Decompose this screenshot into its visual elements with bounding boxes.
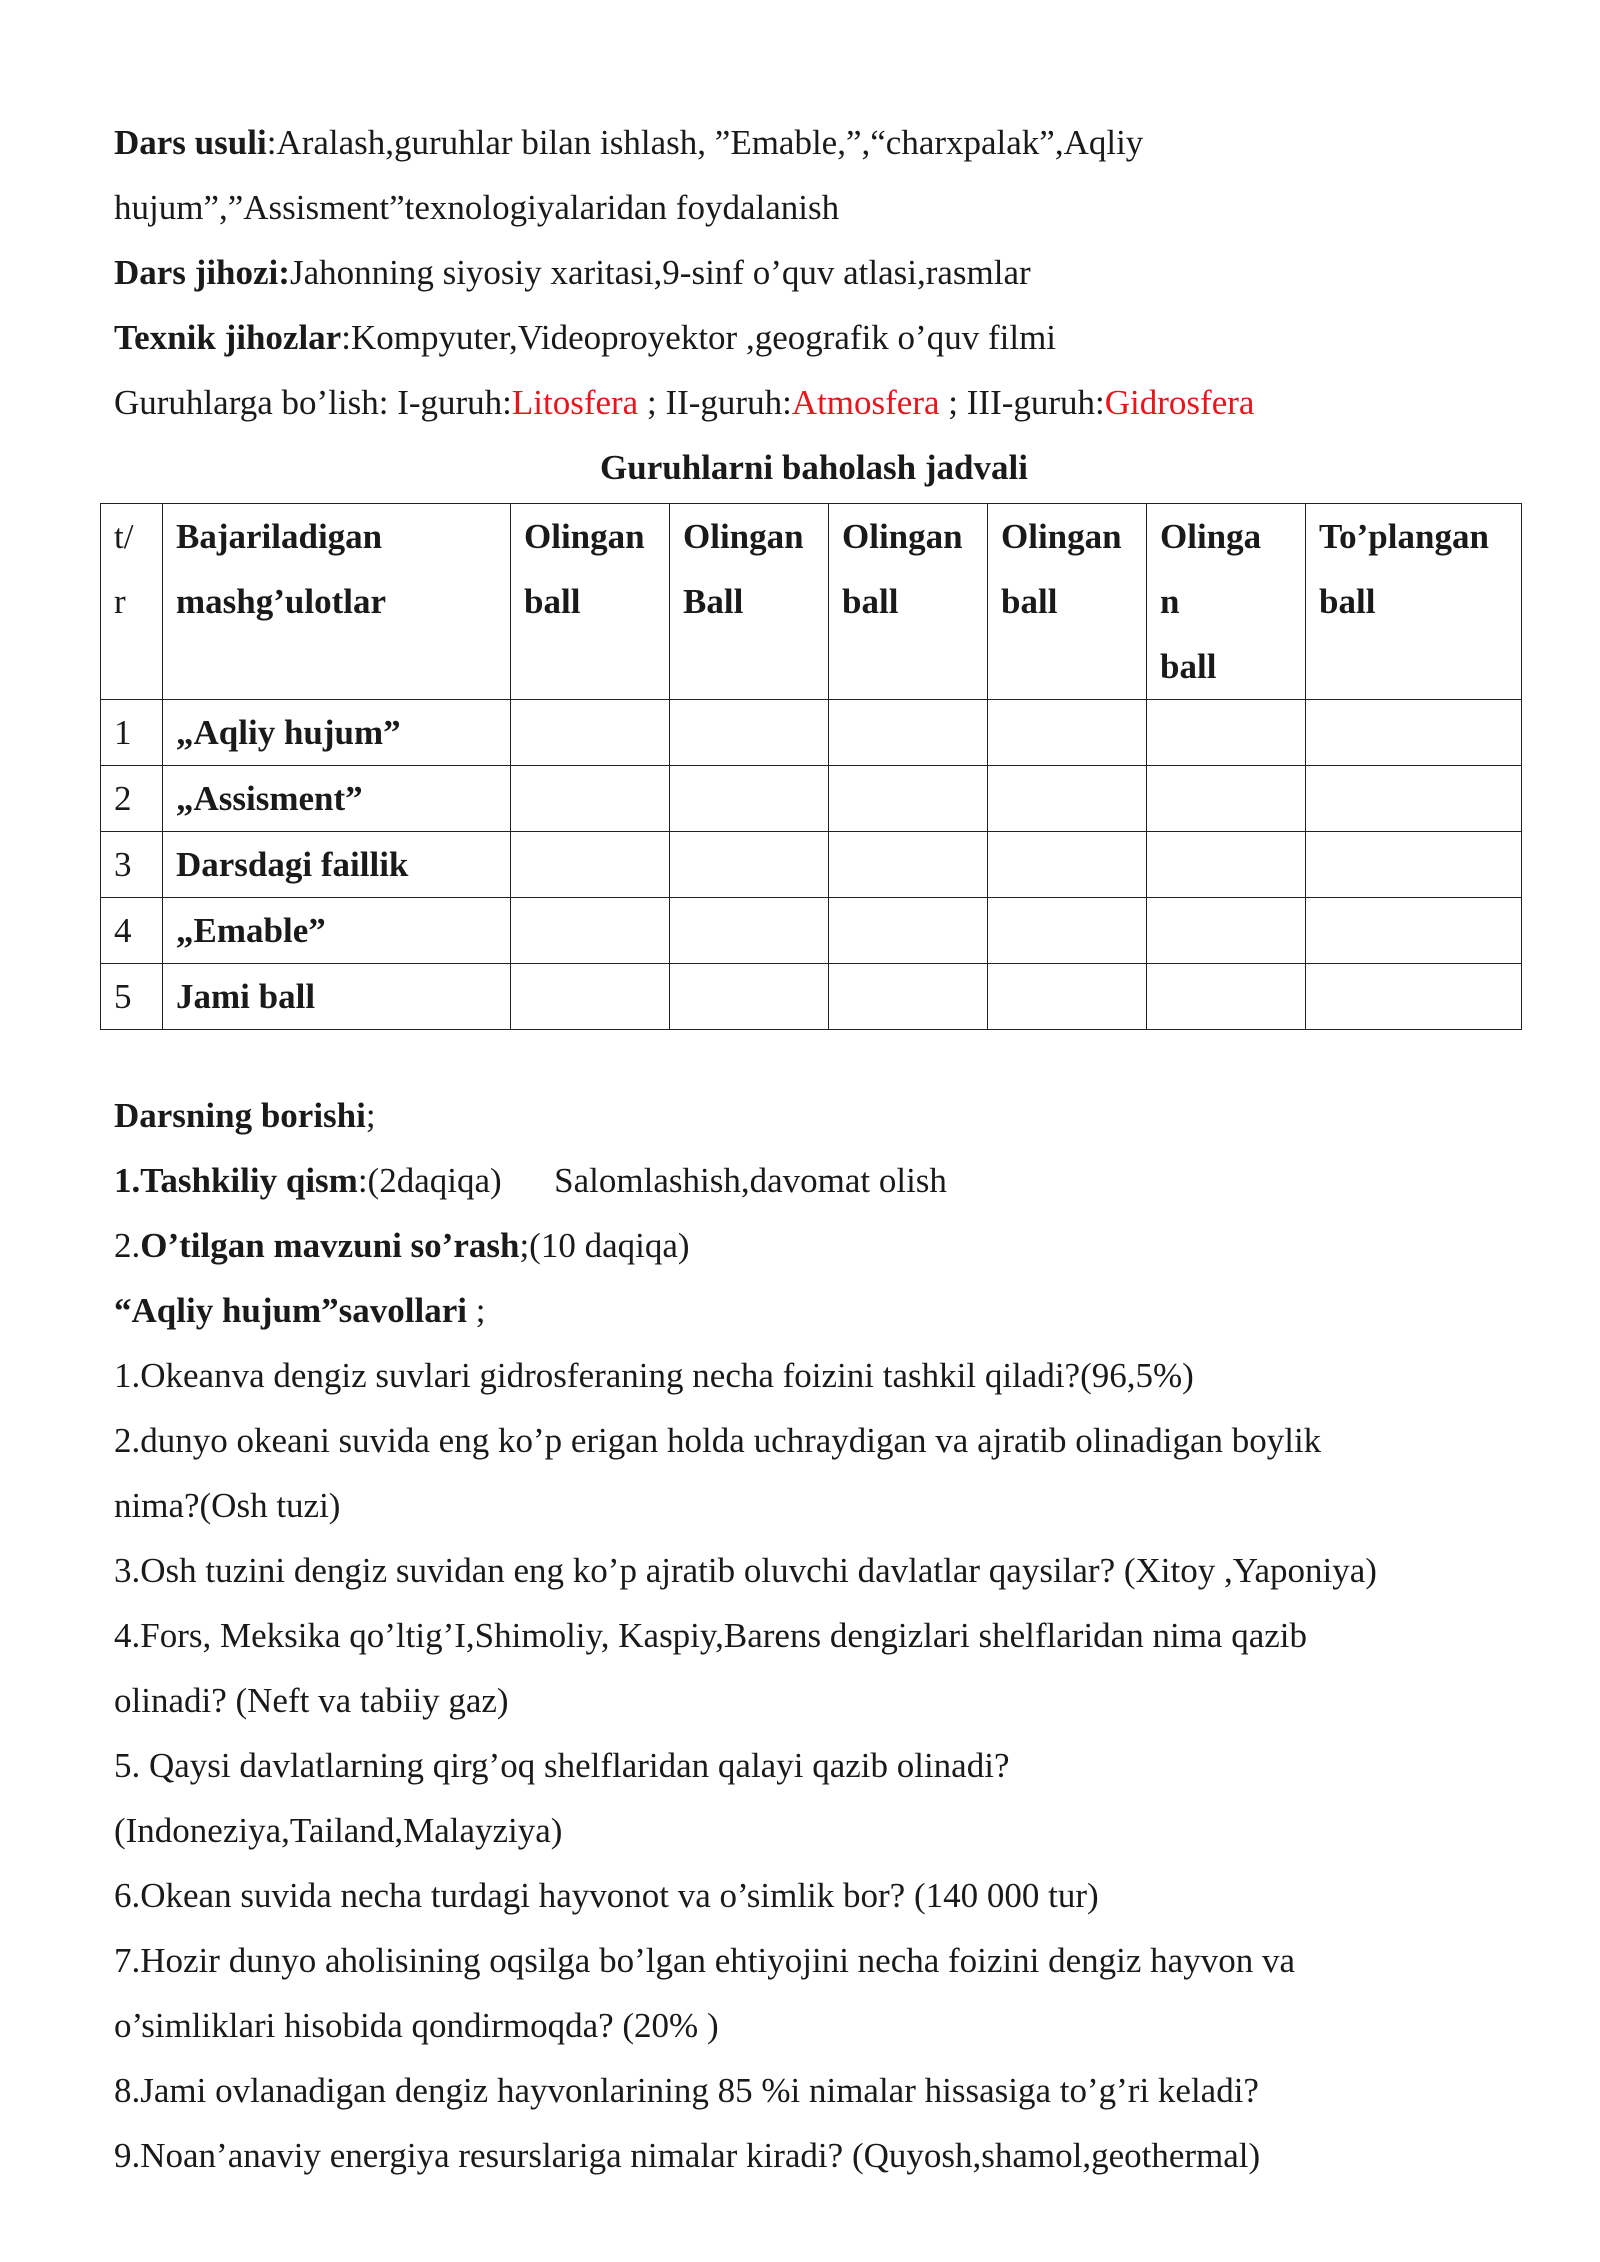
lesson-heading: Darsning borishi: [114, 1096, 366, 1135]
score-cell[interactable]: [988, 700, 1147, 766]
row-activity: „Assisment”: [163, 766, 511, 832]
table-header-cell: Olingan ball: [511, 504, 670, 700]
score-cell[interactable]: [670, 964, 829, 1030]
table-header-cell: Bajariladigan mashg’ulotlar: [163, 504, 511, 700]
equipment-line: [114, 240, 1514, 305]
table-row: [101, 766, 1522, 832]
score-cell[interactable]: [829, 898, 988, 964]
table-title: Guruhlarni baholash jadvali: [600, 448, 1028, 487]
score-cell[interactable]: [1306, 832, 1522, 898]
score-cell[interactable]: [988, 766, 1147, 832]
row-number: 2: [101, 766, 163, 832]
score-cell[interactable]: [988, 832, 1147, 898]
score-cell[interactable]: [1306, 700, 1522, 766]
lesson-progress: [114, 1083, 1514, 2188]
score-cell[interactable]: [1147, 964, 1306, 1030]
score-cell[interactable]: [988, 964, 1147, 1030]
table-header-cell: Olingan ball: [829, 504, 988, 700]
table-header-cell: t/ r: [101, 504, 163, 700]
table-header-cell: Olingan Ball: [670, 504, 829, 700]
row-number: 5: [101, 964, 163, 1030]
question-line: nima?(Osh tuzi): [114, 1486, 341, 1525]
step-1-label: 1.Tashkiliy qism: [114, 1161, 358, 1200]
questions-heading: “Aqliy hujum”savollari: [114, 1291, 467, 1330]
table-row: [101, 898, 1522, 964]
lesson-heading-line: Darsning borishi;: [114, 1096, 376, 1135]
step-1-text: :(2daqiqa) Salomlashish,davomat olish: [357, 1161, 947, 1200]
table-row: [101, 964, 1522, 1030]
row-number: 4: [101, 898, 163, 964]
score-cell[interactable]: [829, 700, 988, 766]
lesson-header: [114, 110, 1514, 500]
questions-list: [114, 1343, 1514, 2188]
evaluation-table: [100, 503, 1522, 1030]
score-cell[interactable]: [1147, 832, 1306, 898]
score-cell[interactable]: [1306, 766, 1522, 832]
table-body: [101, 700, 1522, 1030]
row-activity: Jami ball: [163, 964, 511, 1030]
score-cell[interactable]: [670, 832, 829, 898]
score-cell[interactable]: [670, 766, 829, 832]
score-cell[interactable]: [670, 700, 829, 766]
group-1-name: Litosfera: [511, 383, 639, 422]
score-cell[interactable]: [1147, 700, 1306, 766]
question-line: 6.Okean suvida necha turdagi hayvonot va o’simlik bor? (140 000 tur): [114, 1876, 1099, 1915]
table-header-cell: Olinga n ball: [1147, 504, 1306, 700]
score-cell[interactable]: [988, 898, 1147, 964]
step-2-label: O’tilgan mavzuni so’rash: [140, 1226, 520, 1265]
score-cell[interactable]: [670, 898, 829, 964]
questions-heading-line: “Aqliy hujum”savollari ;: [114, 1291, 486, 1330]
tech-text: :Kompyuter,Videoproyektor ,geografik o’quv filmi: [341, 318, 1057, 357]
question-line: olinadi? (Neft va tabiiy gaz): [114, 1681, 509, 1720]
table-row: [101, 700, 1522, 766]
score-cell[interactable]: [1306, 898, 1522, 964]
score-cell[interactable]: [829, 964, 988, 1030]
equipment-label: Dars jihozi:: [114, 253, 290, 292]
table-header-row: [101, 504, 1522, 700]
question-line: 9.Noan’anaviy energiya resurslariga nimalar kiradi? (Quyosh,shamol,geothermal): [114, 2136, 1261, 2175]
question-line: 8.Jami ovlanadigan dengiz hayvonlarining 85 %i nimalar hissasiga to’g’ri keladi?: [114, 2071, 1259, 2110]
row-activity: „Emable”: [163, 898, 511, 964]
score-cell[interactable]: [511, 964, 670, 1030]
groups-separator-2: ; III-guruh:: [939, 383, 1105, 422]
score-cell[interactable]: [511, 832, 670, 898]
step-2-text: ;(10 daqiqa): [519, 1226, 690, 1265]
table-header-cell: To’plangan ball: [1306, 504, 1522, 700]
row-activity: Darsdagi faillik: [163, 832, 511, 898]
method-line-1: [114, 110, 1514, 175]
question-line: 3.Osh tuzini dengiz suvidan eng ko’p ajratib oluvchi davlatlar qaysilar? (Xitoy ,Yaponiya): [114, 1551, 1377, 1590]
question-line: 4.Fors, Meksika qo’ltig’I,Shimoliy, Kaspiy,Barens dengizlari shelflaridan nima qazib: [114, 1616, 1307, 1655]
score-cell[interactable]: [511, 898, 670, 964]
question-line: 2.dunyo okeani suvida eng ko’p erigan holda uchraydigan va ajratib olinadigan boylik: [114, 1421, 1322, 1460]
question-line: o’simliklari hisobida qondirmoqda? (20% ): [114, 2006, 719, 2045]
score-cell[interactable]: [1147, 898, 1306, 964]
method-text: :Aralash,guruhlar bilan ishlash, ”Emable,”,“charxpalak”,Aqliy: [266, 123, 1144, 162]
question-line: 7.Hozir dunyo aholisining oqsilga bo’lgan ehtiyojini necha foizini dengiz hayvon va: [114, 1941, 1295, 1980]
groups-line: [114, 370, 1514, 435]
score-cell[interactable]: [1147, 766, 1306, 832]
table-header-cell: Olingan ball: [988, 504, 1147, 700]
tech-line: [114, 305, 1514, 370]
tech-label: Texnik jihozlar: [114, 318, 342, 357]
step-1-line: [114, 1148, 1514, 1213]
method-line-2: hujum”,”Assisment”texnologiyalaridan foydalanish: [114, 188, 840, 227]
row-activity: „Aqliy hujum”: [163, 700, 511, 766]
score-cell[interactable]: [1306, 964, 1522, 1030]
group-3-name: Gidrosfera: [1104, 383, 1255, 422]
question-line: (Indoneziya,Tailand,Malayziya): [114, 1811, 563, 1850]
method-label: Dars usuli: [114, 123, 267, 162]
score-cell[interactable]: [511, 766, 670, 832]
question-line: 1.Okeanva dengiz suvlari gidrosferaning necha foizini tashkil qiladi?(96,5%): [114, 1356, 1194, 1395]
score-cell[interactable]: [829, 766, 988, 832]
group-2-name: Atmosfera: [791, 383, 940, 422]
score-cell[interactable]: [511, 700, 670, 766]
groups-separator-1: ; II-guruh:: [638, 383, 792, 422]
table-row: [101, 832, 1522, 898]
row-number: 3: [101, 832, 163, 898]
score-cell[interactable]: [829, 832, 988, 898]
step-2-line: 2.O’tilgan mavzuni so’rash;(10 daqiqa): [114, 1226, 690, 1265]
groups-prefix: Guruhlarga bo’lish: I-guruh:: [114, 383, 512, 422]
question-line: 5. Qaysi davlatlarning qirg’oq shelflaridan qalayi qazib olinadi?: [114, 1746, 1010, 1785]
row-number: 1: [101, 700, 163, 766]
equipment-text: Jahonning siyosiy xaritasi,9-sinf o’quv atlasi,rasmlar: [289, 253, 1031, 292]
